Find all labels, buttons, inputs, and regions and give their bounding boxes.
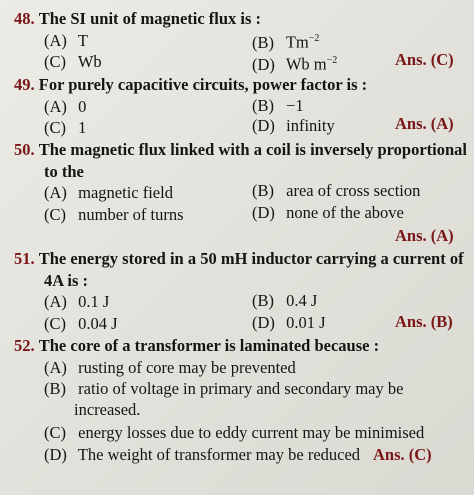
q51-option-d[interactable]: (D) 0.01 J <box>252 313 326 332</box>
q51-answer: Ans. (B) <box>395 312 453 331</box>
q48-answer: Ans. (C) <box>395 50 454 69</box>
question-51-stem-line2: 4A is : <box>44 271 89 290</box>
q52-option-b[interactable]: (B) ratio of voltage in primary and secondary may be <box>44 379 404 398</box>
q51-option-b[interactable]: (B) 0.4 J <box>252 291 318 310</box>
q48-option-c[interactable]: (C) Wb <box>44 52 102 71</box>
q52-option-a[interactable]: (A) rusting of core may be prevented <box>44 358 296 377</box>
q52-option-c[interactable]: (C) energy losses due to eddy current may be minimised <box>44 423 425 442</box>
q49-option-d[interactable]: (D) infinity <box>252 116 335 135</box>
question-49-stem: 49. For purely capacitive circuits, power factor is : <box>14 75 368 94</box>
q50-option-a[interactable]: (A) magnetic field <box>44 183 173 202</box>
question-51-stem-line1: 51. The energy stored in a 50 mH inductor carrying a current of <box>14 249 464 268</box>
q50-option-d[interactable]: (D) none of the above <box>252 203 404 222</box>
q49-answer: Ans. (A) <box>395 114 454 133</box>
q48-option-d[interactable]: (D) Wb $m^{-2}$ <box>252 54 338 74</box>
question-50-stem-line2: to the <box>44 162 84 181</box>
q49-option-c[interactable]: (C) 1 <box>44 118 87 137</box>
q49-option-a[interactable]: (A) 0 <box>44 97 87 116</box>
q48-option-b[interactable]: (B) $Tm^{-2}$ <box>252 32 320 52</box>
q49-option-b[interactable]: (B) −1 <box>252 96 304 115</box>
q50-answer: Ans. (A) <box>395 226 454 245</box>
q48-option-a[interactable]: (A) T <box>44 31 88 50</box>
question-52-stem: 52. The core of a transformer is laminated because : <box>14 336 380 355</box>
q50-option-b[interactable]: (B) area of cross section <box>252 181 421 200</box>
q50-option-c[interactable]: (C) number of turns <box>44 205 184 224</box>
q51-option-c[interactable]: (C) 0.04 J <box>44 314 118 333</box>
q51-option-a[interactable]: (A) 0.1 J <box>44 292 110 311</box>
q52-answer: Ans. (C) <box>373 445 432 464</box>
q52-option-b-continued: increased. <box>74 400 141 419</box>
question-50-stem-line1: 50. The magnetic flux linked with a coil is inversely proportional <box>14 140 468 159</box>
question-48-stem: 48. The SI unit of magnetic flux is : <box>14 9 262 28</box>
q52-option-d[interactable]: (D) The weight of transformer may be reduced <box>44 445 361 464</box>
